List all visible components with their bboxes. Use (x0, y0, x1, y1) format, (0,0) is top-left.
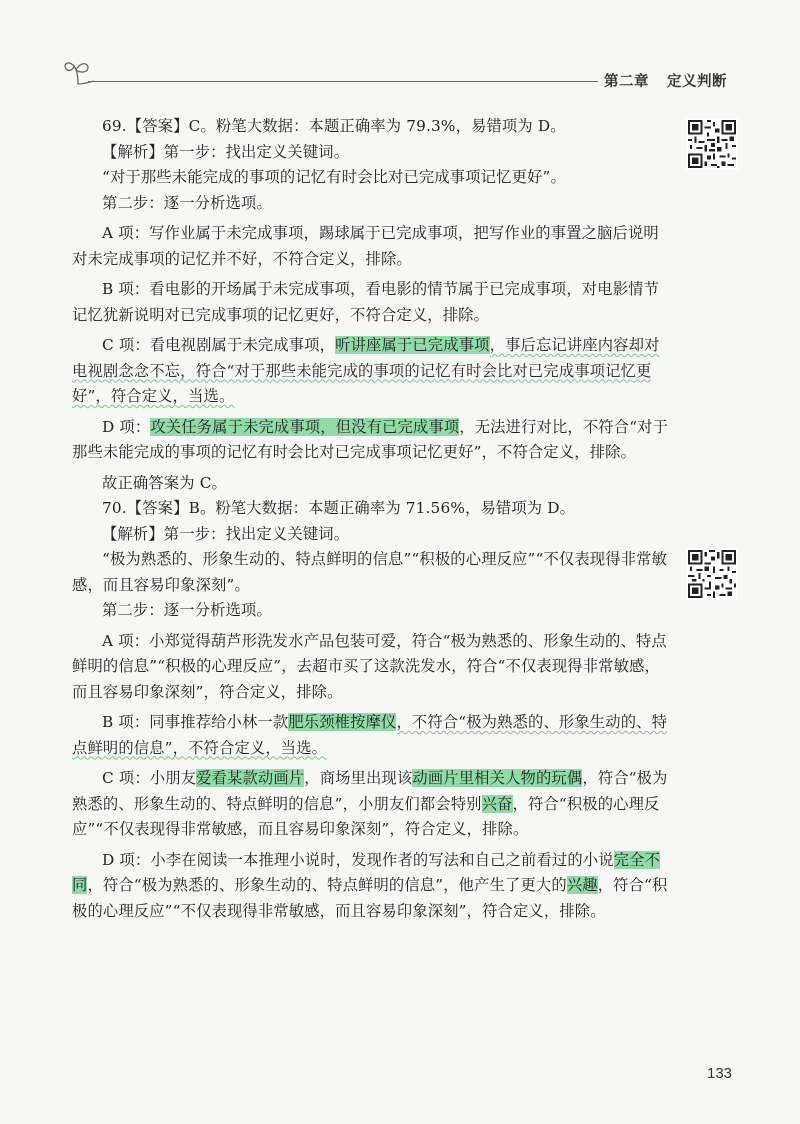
highlight: 兴奋 (481, 794, 513, 813)
q69-option-c: C 项：看电视剧属于未完成事项，听讲座属于已完成事项，事后忘记讲座内容却对电视剧念念不忘，符合“对于那些未能完成的事项的记忆有时会比对已完成事项记忆更好”，符合定义，当选。 (72, 336, 660, 405)
chapter-number: 第二章 (604, 74, 649, 90)
answer-analysis-content (72, 114, 672, 924)
highlight: 动画片里相关人物的玩偶 (412, 769, 583, 787)
page-number: 133 (707, 1065, 733, 1082)
highlight: 兴趣 (566, 876, 598, 894)
q69-answer-line: 69.【答案】C。粉笔大数据：本题正确率为 79.3%，易错项为 D。 (102, 117, 566, 135)
q70-option-b: B 项：同事推荐给小林一款肥乐颈椎按摩仪，不符合“极为熟悉的、形象生动的、特点鲜明的信息”，不符合定义，当选。 (72, 713, 668, 757)
q70-option-a: A 项：小郑觉得葫芦形洗发水产品包装可爱，符合“极为熟悉的、形象生动的、特点鲜明的信息”“积极的心理反应”，去超市买了这款洗发水，符合“不仅表现得非常敏感，而且容易印象深刻”，符合定义，排除。 (72, 631, 667, 701)
q69-option-a: A 项：写作业属于未完成事项，踢球属于已完成事项，把写作业的事置之脑后说明对未完成事项的记忆并不好，不符合定义，排除。 (72, 224, 659, 268)
q69-step2: 第二步：逐一分析选项。 (102, 193, 272, 212)
q69-conclusion: 故正确答案为 C。 (102, 473, 227, 492)
highlight: 完全不同 (72, 850, 661, 894)
q70-option-d: D 项：小李在阅读一本推理小说时，发现作者的写法和自己之前看过的小说完全不同，符合“极为熟悉的、形象生动的、特点鲜明的信息”，他产生了更大的兴趣，符合“积极的心理反应”“不仅表现得非常敏感，而且容易印象深刻”，符合定义，排除。 (72, 850, 668, 920)
qr-code-icon (686, 118, 738, 170)
analysis-label: 【解析】 (102, 142, 164, 161)
q69-keyword-definition: “对于那些未能完成的事项的记忆有时会比对已完成事项记忆更好”。 (102, 168, 566, 186)
highlight: 听讲座属于已完成事项 (335, 336, 490, 354)
qr-code-icon (686, 548, 738, 600)
highlight: 爱看某款动画片 (196, 769, 305, 787)
q70-answer-line: 70.【答案】B。粉笔大数据：本题正确率为 71.56%，易错项为 D。 (102, 499, 576, 517)
chapter-header (604, 70, 727, 91)
q70-step1: 【解析】第一步：找出定义关键词。 (102, 524, 350, 543)
highlight: 肥乐颈椎按摩仪 (288, 713, 397, 731)
q70-option-c: C 项：小朋友爱看某款动画片，商场里出现该动画片里相关人物的玩偶，符合“极为熟悉的、形象生动的、特点鲜明的信息”，小朋友们都会特别兴奋，符合“积极的心理反应”“不仅表现得非常敏感，而且容易印象深刻”，符合定义，排除。 (72, 769, 668, 838)
q70-step2: 第二步：逐一分析选项。 (102, 601, 272, 619)
analysis-label: 【解析】 (102, 524, 164, 543)
header-rule (88, 81, 598, 82)
q70-keyword-definition: “极为熟悉的、形象生动的、特点鲜明的信息”“积极的心理反应”“不仅表现得非常敏感，而且容易印象深刻”。 (72, 550, 668, 594)
q69-option-d: D 项：攻关任务属于未完成事项，但没有已完成事项，无法进行对比，不符合“对于那些未能完成的事项的记忆有时会比对已完成事项记忆更好”，不符合定义，排除。 (72, 417, 669, 461)
q69-option-b: B 项：看电影的开场属于未完成事项，看电影的情节属于已完成事项，对电影情节记忆犹新说明对已完成事项的记忆更好，不符合定义，排除。 (72, 280, 660, 324)
highlight: 攻关任务属于未完成事项，但没有已完成事项 (150, 417, 460, 436)
chapter-title: 定义判断 (667, 74, 727, 90)
q69-step1: 【解析】第一步：找出定义关键词。 (102, 142, 350, 161)
